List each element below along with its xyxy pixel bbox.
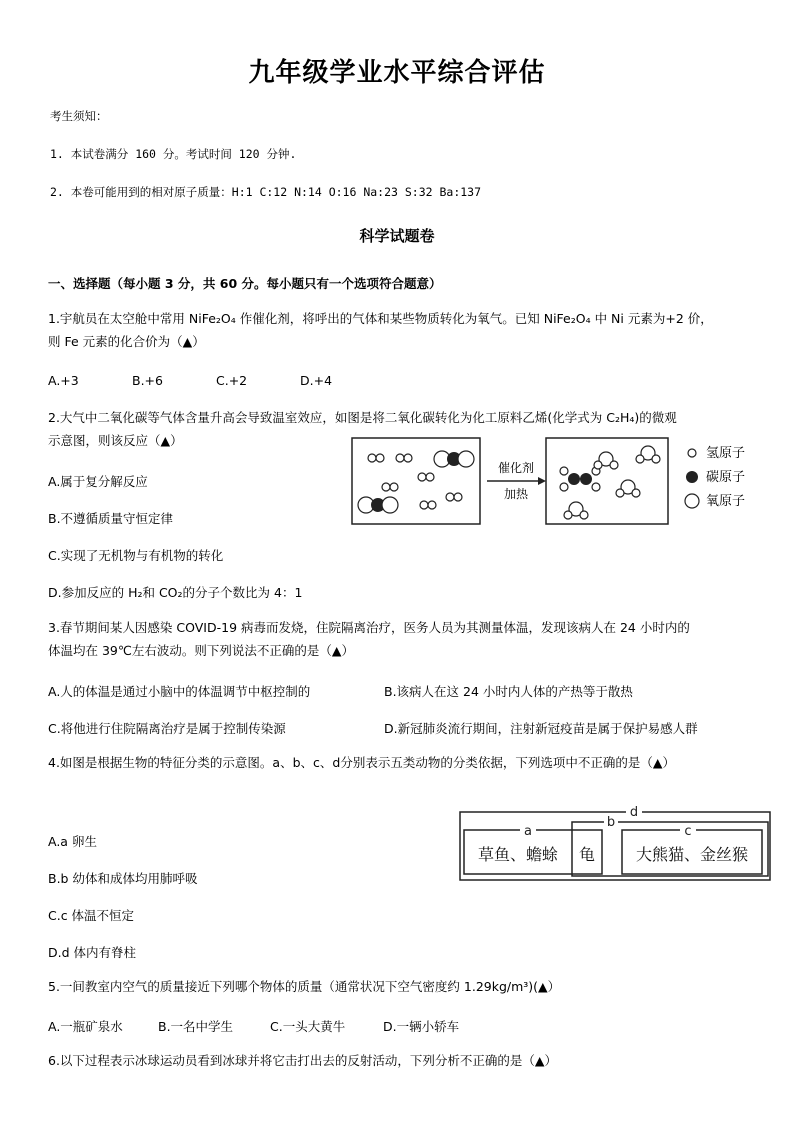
arrow-label-catalyst: 催化剂	[497, 461, 535, 475]
animals-fish-toad: 草鱼、蟾蜍	[477, 845, 559, 864]
legend-oxygen-icon	[685, 494, 699, 508]
question-5-option-a: A.一瓶矿泉水	[48, 1019, 123, 1034]
legend-oxygen-label: 氧原子	[706, 494, 746, 509]
paper-subtitle: 科学试题卷	[359, 227, 435, 245]
question-1-line-2: 则 Fe 元素的化合价为（▲）	[48, 334, 205, 349]
notice-heading: 考生须知：	[50, 109, 108, 123]
question-5-line-1: 5.一间教室内空气的质量接近下列哪个物体的质量（通常状况下空气密度约 1.29kg/m³)(▲）	[48, 979, 561, 994]
question-5-option-d: D.一辆小轿车	[383, 1019, 460, 1034]
question-2-option-b: B.不遵循质量守恒定律	[48, 511, 174, 526]
question-4-option-c: C.c 体温不恒定	[48, 908, 135, 923]
question-5-option-c: C.一头大黄牛	[270, 1019, 346, 1034]
question-3-option-d: D.新冠肺炎流行期间，注射新冠疫苗是属于保护易感人群	[384, 721, 698, 736]
question-1-line-1: 1.宇航员在太空舱中常用 NiFe₂O₄ 作催化剂，将呼出的气体和某些物质转化为氧气。已知 NiFe₂O₄ 中 Ni 元素为+2 价，	[48, 311, 713, 326]
question-4-option-a: A.a 卵生	[48, 834, 97, 849]
arrow-label-heat: 加热	[503, 487, 529, 501]
legend-hydrogen-label: 氢原子	[706, 446, 746, 461]
reaction-diagram-svg	[350, 435, 760, 527]
question-3-line-2: 体温均在 39℃左右波动。则下列说法不正确的是（▲）	[48, 643, 355, 658]
question-2-option-c: C.实现了无机物与有机物的转化	[48, 548, 224, 563]
question-3-option-b: B.该病人在这 24 小时内人体的产热等于散热	[384, 684, 633, 699]
atom-legend	[685, 446, 745, 509]
question-6-line-1: 6.以下过程表示冰球运动员看到冰球并将它击打出去的反射活动，下列分析不正确的是（▲）	[48, 1053, 558, 1068]
animals-turtle: 龟	[578, 845, 596, 864]
question-1-option-d: D.+4	[300, 373, 333, 388]
label-a: a	[524, 824, 532, 839]
question-1-option-a: A.+3	[48, 373, 79, 388]
question-2-option-a: A.属于复分解反应	[48, 474, 148, 489]
question-3-line-1: 3.春节期间某人因感染 COVID-19 病毒而发烧，住院隔离治疗，医务人员为其测量体温，发现该病人在 24 小时内的	[48, 620, 690, 635]
question-2-line-1: 2.大气中二氧化碳等气体含量升高会导致温室效应，如图是将二氧化碳转化为化工原料乙烯(化学式为 C₂H₄)的微观	[48, 410, 677, 425]
question-2-line-2: 示意图，则该反应（▲）	[48, 433, 183, 448]
question-4-option-d: D.d 体内有脊柱	[48, 945, 137, 960]
classification-diagram	[458, 804, 774, 882]
notice-item-2: 2. 本卷可能用到的相对原子质量：H:1 C:12 N:14 O:16 Na:23 S:32 Ba:137	[50, 185, 482, 199]
animals-panda-monkey: 大熊猫、金丝猴	[635, 845, 749, 864]
section-heading: 一、选择题（每小题 3 分，共 60 分。每小题只有一个选项符合题意）	[48, 276, 442, 291]
question-3-option-a: A.人的体温是通过小脑中的体温调节中枢控制的	[48, 684, 311, 699]
question-3-option-c: C.将他进行住院隔离治疗是属于控制传染源	[48, 721, 286, 736]
page-title: 九年级学业水平综合评估	[248, 58, 546, 88]
legend-hydrogen-icon	[688, 449, 696, 457]
classification-diagram-svg	[458, 804, 774, 882]
question-4-line-1: 4.如图是根据生物的特征分类的示意图。a、b、c、d分别表示五类动物的分类依据，下列选项中不正确的是（▲）	[48, 755, 675, 770]
label-b: b	[606, 815, 616, 830]
label-c: c	[684, 824, 692, 839]
question-4-option-b: B.b 幼体和成体均用肺呼吸	[48, 871, 198, 886]
question-1-option-c: C.+2	[216, 373, 248, 388]
question-2-option-d: D.参加反应的 H₂和 CO₂的分子个数比为 4：1	[48, 585, 303, 600]
legend-carbon-label: 碳原子	[706, 470, 746, 485]
label-d: d	[629, 805, 639, 820]
product-molecules	[560, 446, 660, 519]
question-5-option-b: B.一名中学生	[158, 1019, 234, 1034]
reaction-diagram	[350, 435, 760, 527]
notice-item-1: 1. 本试卷满分 160 分。考试时间 120 分钟.	[50, 147, 297, 161]
legend-carbon-icon	[686, 471, 698, 483]
question-1-option-b: B.+6	[132, 373, 163, 388]
